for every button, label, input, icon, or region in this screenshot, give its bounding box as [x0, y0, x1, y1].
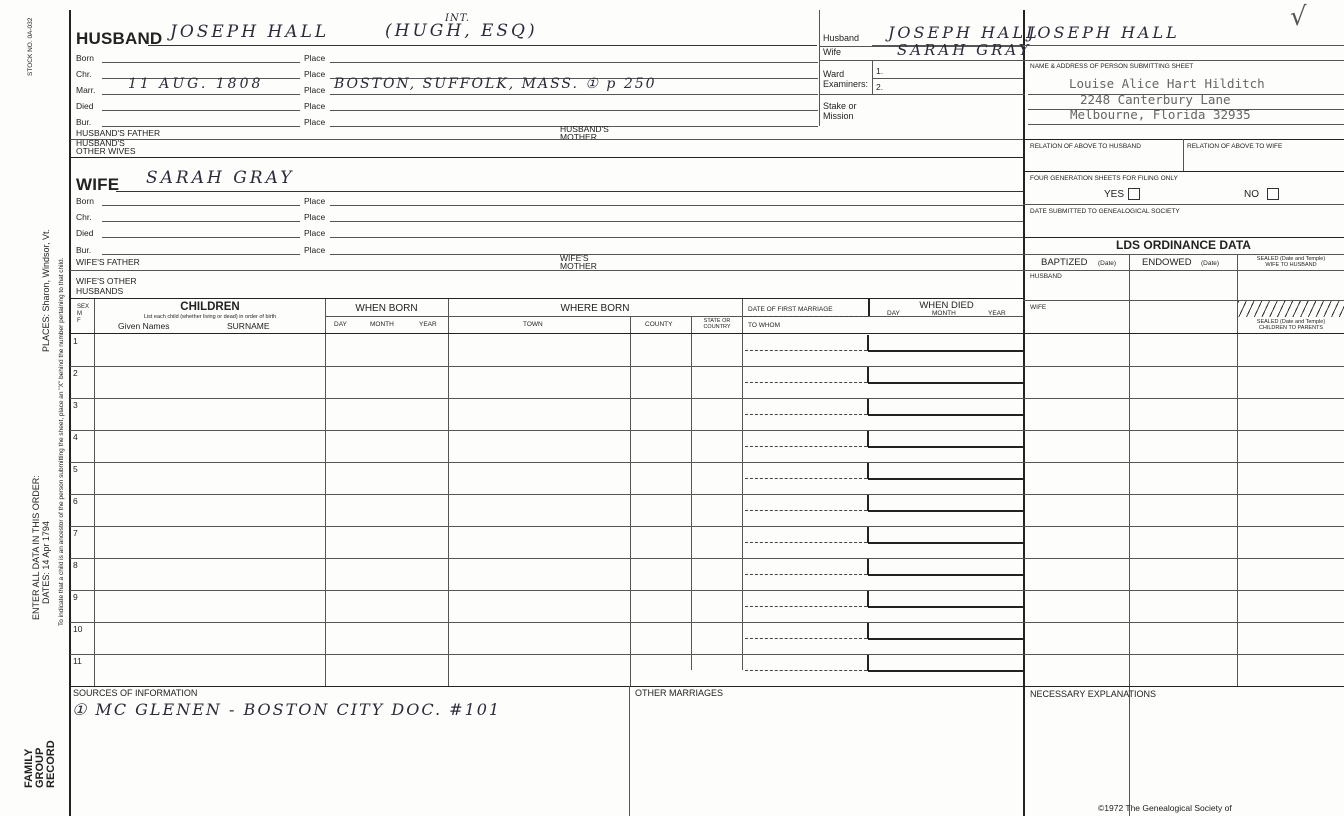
husband-born-place-line[interactable]: [330, 62, 818, 63]
child-row-number: 10: [73, 624, 83, 634]
wifes-father-label: WIFE'S FATHER: [76, 257, 140, 267]
given-names-label: Given Names: [118, 321, 170, 331]
child-marriage-dash: [745, 478, 867, 479]
ward-label: Ward: [823, 69, 845, 79]
husbands-mother-label: HUSBAND'S MOTHER: [560, 124, 609, 142]
fgr-line-2: GROUP: [34, 747, 46, 788]
husbands-other-wives-label: HUSBAND'S OTHER WIVES: [76, 138, 136, 156]
husbands-other-wives-line[interactable]: [70, 157, 1023, 158]
submitter-line-2: 2248 Canterbury Lane: [1080, 92, 1231, 107]
husband-born-label: Born: [76, 53, 94, 63]
lds-husband-label: HUSBAND: [1030, 273, 1062, 280]
wife-bur-place-label: Place: [304, 245, 326, 255]
stake-mission-label: Stake or Mission: [823, 101, 857, 121]
wife-heading: WIFE: [76, 175, 120, 194]
sex-column-divider: [94, 299, 95, 686]
tr-husband-value: JOSEPH HALL: [888, 23, 1040, 42]
child-row-number: 9: [73, 592, 78, 602]
wife-born-place-label: Place: [304, 196, 326, 206]
top-right-box-border: [819, 10, 820, 126]
wife-born-line[interactable]: [102, 205, 300, 206]
relation-wife-label: RELATION OF ABOVE TO WIFE: [1187, 143, 1283, 150]
enter-all-instruction: ENTER ALL DATA IN THIS ORDER:: [31, 475, 41, 620]
husband-chr-label: Chr.: [76, 69, 92, 79]
lds-title-line: [1023, 254, 1344, 255]
rp-husband-value: JOSEPH HALL: [1028, 23, 1180, 42]
where-born-header: WHERE BORN: [560, 303, 630, 314]
child-marriage-dash: [745, 542, 867, 543]
county-label: COUNTY: [645, 321, 673, 328]
lds-wife-label: WIFE: [1030, 304, 1047, 311]
when-born-header: WHEN BORN: [355, 303, 418, 314]
baptized-label: BAPTIZED: [1041, 257, 1088, 268]
child-died-tick: [867, 623, 869, 639]
ancestor-instruction: To indicate that a child is an ancestor of the person submitting the sheet, place an "X" behind the number pertaining to that child.: [58, 257, 65, 626]
first-marriage-label: DATE OF FIRST MARRIAGE: [748, 306, 833, 313]
husband-marr-place-label: Place: [304, 85, 326, 95]
lds-header-line: [1023, 270, 1344, 271]
born-subheader-line: [325, 316, 1023, 317]
child-died-line[interactable]: [868, 350, 1023, 352]
wife-chr-label: Chr.: [76, 212, 92, 222]
sources-value: ① MC GLENEN - BOSTON CITY DOC. #101: [72, 700, 502, 719]
child-row-line[interactable]: [70, 558, 1344, 559]
child-row-number: 3: [73, 400, 78, 410]
rp-husband-line: [1023, 45, 1344, 46]
child-row-number: 7: [73, 528, 78, 538]
sealed-children-label: SEALED (Date and Temple) CHILDREN TO PARENTS: [1256, 319, 1326, 331]
born-year-label: YEAR: [419, 321, 437, 328]
wife-chr-place-line[interactable]: [330, 221, 1023, 222]
child-died-line[interactable]: [868, 382, 1023, 384]
when-died-header: WHEN DIED: [919, 300, 974, 311]
child-row-line[interactable]: [70, 462, 1344, 463]
child-died-tick: [867, 591, 869, 607]
husband-died-label: Died: [76, 101, 94, 111]
yes-label: YES: [1104, 189, 1125, 200]
child-died-tick: [867, 463, 869, 479]
submitter-label: NAME & ADDRESS OF PERSON SUBMITTING SHEET: [1030, 63, 1194, 70]
footer-top-line: [70, 686, 1344, 687]
tr-husband-label: Husband: [823, 33, 860, 43]
wife-bur-label: Bur.: [76, 245, 92, 255]
husband-bur-label: Bur.: [76, 117, 92, 127]
child-row-line[interactable]: [70, 654, 1344, 655]
wife-name-value: SARAH GRAY: [146, 168, 295, 188]
town-county-divider: [630, 316, 631, 686]
child-died-tick: [867, 335, 869, 351]
died-month-label: MONTH: [932, 310, 956, 317]
husband-died-line[interactable]: [102, 110, 300, 111]
child-row-line[interactable]: [70, 430, 1344, 431]
husband-died-place-line[interactable]: [330, 110, 818, 111]
child-died-tick: [867, 431, 869, 447]
child-died-tick: [867, 399, 869, 415]
wife-born-place-line[interactable]: [330, 205, 1023, 206]
wife-name-line: [116, 191, 1023, 192]
sealed-hatch: [1238, 301, 1344, 317]
child-marriage-dash: [745, 414, 867, 415]
wife-died-label: Died: [76, 228, 94, 238]
to-whom-label: TO WHOM: [748, 322, 781, 329]
child-died-line[interactable]: [868, 510, 1023, 512]
county-state-divider: [691, 316, 692, 670]
husband-name-note: (HUGH, ESQ): [385, 21, 538, 41]
submitter-line-1: Louise Alice Hart Hilditch: [1069, 76, 1265, 91]
where-marriage-divider: [742, 299, 743, 670]
wife-chr-place-label: Place: [304, 212, 326, 222]
wifes-mother-label: WIFE'S MOTHER: [560, 253, 597, 271]
wifes-other-husbands-label: WIFE'S OTHER HUSBANDS: [76, 276, 137, 296]
husband-note-superscript: INT.: [445, 13, 471, 24]
examiners-label: Examiners:: [823, 79, 869, 89]
born-where-divider: [448, 299, 449, 686]
child-row-line[interactable]: [70, 622, 1344, 623]
tr-divider-2: [819, 60, 1025, 61]
children-title: CHILDREN: [180, 301, 240, 313]
child-died-line[interactable]: [868, 478, 1023, 480]
fgr-line-3: RECORD: [45, 740, 57, 788]
child-died-line[interactable]: [868, 574, 1023, 576]
wifes-other-husbands-line[interactable]: [70, 298, 1023, 299]
child-row-number: 4: [73, 432, 78, 442]
relation-bottom: [1023, 171, 1344, 172]
wife-chr-line[interactable]: [102, 221, 300, 222]
child-row-number: 2: [73, 368, 78, 378]
endowed-label: ENDOWED: [1142, 257, 1192, 268]
child-died-line[interactable]: [868, 670, 1023, 672]
wife-bur-line[interactable]: [102, 254, 300, 255]
husband-born-line[interactable]: [102, 62, 300, 63]
child-died-tick: [867, 655, 869, 671]
husband-marr-place-value: BOSTON, SUFFOLK, MASS. ① p 250: [334, 76, 657, 92]
child-died-tick: [867, 367, 869, 383]
died-day-label: DAY: [887, 310, 900, 317]
wife-bur-place-line[interactable]: [330, 254, 1023, 255]
no-checkbox[interactable]: [1267, 188, 1279, 200]
wifes-father-line[interactable]: [70, 270, 1023, 271]
child-died-tick: [867, 495, 869, 511]
other-marriages-label: OTHER MARRIAGES: [635, 688, 724, 698]
lds-wife-line: [1023, 333, 1344, 334]
footer-divider-1: [629, 686, 630, 816]
wife-died-place-label: Place: [304, 228, 326, 238]
examiner-1-label: 1.: [876, 66, 884, 76]
examiner-2-label: 2.: [876, 82, 884, 92]
child-row-line[interactable]: [70, 494, 1344, 495]
stock-number: STOCK NO. 0A-032: [27, 17, 34, 76]
husband-chr-place-label: Place: [304, 69, 326, 79]
husband-died-place-label: Place: [304, 101, 326, 111]
lds-divider-1: [1129, 254, 1130, 816]
child-marriage-dash: [745, 510, 867, 511]
child-row-number: 8: [73, 560, 78, 570]
child-row-number: 6: [73, 496, 78, 506]
town-label: TOWN: [523, 321, 543, 328]
places-instruction: PLACES: Sharon, Windsor, Vt.: [41, 228, 51, 352]
child-marriage-dash: [745, 670, 867, 671]
husband-marr-label: Marr.: [76, 85, 96, 95]
wife-died-place-line[interactable]: [330, 237, 1023, 238]
wife-died-line[interactable]: [102, 237, 300, 238]
surname-label: SURNAME: [227, 321, 270, 331]
husband-born-place-label: Place: [304, 53, 326, 63]
child-row-line[interactable]: [70, 366, 1344, 367]
children-header-bottom: [70, 333, 1023, 334]
child-died-line[interactable]: [868, 542, 1023, 544]
child-row-line[interactable]: [70, 398, 1344, 399]
no-label: NO: [1244, 189, 1259, 200]
husband-marr-date-value: 11 AUG. 1808: [128, 76, 264, 92]
husband-marr-line[interactable]: [102, 94, 300, 95]
lds-title: LDS ORDINANCE DATA: [1116, 238, 1251, 252]
husband-marr-place-line[interactable]: [330, 94, 818, 95]
sources-label: SOURCES OF INFORMATION: [73, 688, 198, 698]
tr-divider-3: [819, 94, 1025, 95]
child-marriage-dash: [745, 606, 867, 607]
center-border: [1023, 10, 1025, 816]
child-died-line[interactable]: [868, 414, 1023, 416]
state-country-label: STATE OR COUNTRY: [703, 318, 731, 330]
copyright-text: ©1972 The Genealogical Society of: [1098, 803, 1232, 813]
explanations-label: NECESSARY EXPLANATIONS: [1030, 689, 1157, 699]
marriage-header-dash: [744, 316, 868, 317]
baptized-date-label: (Date): [1098, 260, 1117, 267]
relation-husband-label: RELATION OF ABOVE TO HUSBAND: [1030, 143, 1141, 150]
child-died-tick: [867, 559, 869, 575]
four-gen-label: FOUR GENERATION SHEETS FOR FILING ONLY: [1030, 175, 1178, 182]
tr-wife-label: Wife: [823, 47, 841, 57]
born-month-label: MONTH: [370, 321, 394, 328]
family-group-record-title: [24, 740, 57, 788]
child-died-line[interactable]: [868, 446, 1023, 448]
rp-wife-line: [1023, 60, 1344, 61]
child-marriage-dash: [745, 638, 867, 639]
endowed-date-label: (Date): [1201, 260, 1220, 267]
examiner-1-line[interactable]: [872, 78, 1023, 79]
born-day-label: DAY: [334, 321, 347, 328]
husband-bur-line[interactable]: [102, 126, 300, 127]
children-subtitle: List each child (whether living or dead) in order of birth: [143, 314, 277, 320]
child-died-line[interactable]: [868, 638, 1023, 640]
husband-bur-place-label: Place: [304, 117, 326, 127]
child-marriage-dash: [745, 350, 867, 351]
husband-heading: HUSBAND: [76, 29, 163, 48]
child-marriage-dash: [745, 574, 867, 575]
died-year-label: YEAR: [988, 310, 1006, 317]
four-gen-bottom: [1023, 204, 1344, 205]
child-died-tick: [867, 527, 869, 543]
sealed-wife-label: SEALED (Date and Temple) WIFE TO HUSBAND: [1256, 256, 1326, 268]
wife-born-label: Born: [76, 196, 94, 206]
check-mark: √: [1290, 2, 1307, 32]
child-row-number: 11: [73, 656, 82, 666]
submitter-line-3: Melbourne, Florida 32935: [1070, 107, 1251, 122]
relation-divider: [1183, 139, 1184, 171]
child-row-number: 1: [73, 336, 78, 346]
husbands-father-line[interactable]: [70, 139, 1023, 140]
child-marriage-dash: [745, 382, 867, 383]
child-row-line[interactable]: [70, 590, 1344, 591]
date-submitted-label: DATE SUBMITTED TO GENEALOGICAL SOCIETY: [1030, 208, 1180, 215]
dates-instruction: DATES: 14 Apr 1794: [41, 521, 51, 604]
left-border: [69, 10, 71, 816]
yes-checkbox[interactable]: [1128, 188, 1140, 200]
sex-header: SEX M F: [77, 304, 90, 324]
fgr-line-1: FAMILY: [23, 748, 35, 788]
child-row-line[interactable]: [70, 526, 1344, 527]
submitter-rule-3: [1028, 124, 1344, 125]
child-marriage-dash: [745, 446, 867, 447]
child-row-number: 5: [73, 464, 78, 474]
tr-wife-value: SARAH GRAY: [897, 41, 1032, 59]
child-died-line[interactable]: [868, 606, 1023, 608]
husband-name-line: [148, 45, 817, 46]
husband-name-value: JOSEPH HALL: [170, 22, 330, 42]
husbands-father-label: HUSBAND'S FATHER: [76, 128, 161, 138]
children-name-divider: [325, 299, 326, 686]
